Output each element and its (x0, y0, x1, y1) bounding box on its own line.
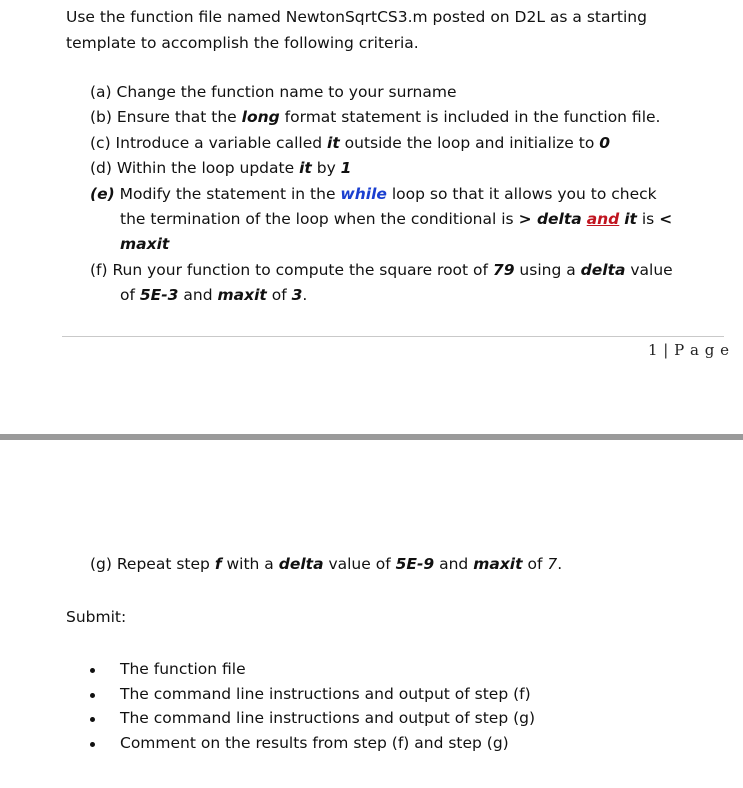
step-g-f: f (214, 555, 222, 573)
list-item-text: Comment on the results from step (f) and step (g) (120, 733, 509, 752)
step-g-and: and (434, 555, 474, 573)
item-f2-val: 3 (291, 286, 303, 305)
footer-divider (62, 336, 724, 337)
item-f (90, 258, 673, 283)
list-item-text: The command line instructions and output of step (g) (120, 709, 536, 728)
bullet-icon (90, 668, 95, 673)
step-g (90, 555, 562, 573)
step-g-delta: delta (278, 555, 324, 573)
list-item (88, 657, 535, 682)
item-d-em: it (299, 159, 312, 178)
item-c-val: 0 (599, 133, 611, 152)
step-g-num: 7 (547, 555, 558, 573)
item-b-em: long (241, 108, 280, 127)
submit-list (88, 657, 535, 755)
bullet-icon (90, 693, 95, 698)
page-number: 1 | P a g e (648, 341, 730, 359)
item-e (90, 182, 673, 207)
list-item (88, 706, 535, 731)
item-b-text: (b) Ensure that the (90, 108, 242, 127)
list-item (88, 682, 535, 707)
step-g-maxit: maxit (473, 555, 523, 573)
item-f2-maxit: maxit (217, 286, 267, 305)
item-a: (a) Change the function name to your surname (90, 83, 457, 101)
item-c (90, 131, 673, 156)
item-f2-of2: of (266, 286, 292, 305)
item-f-text: (f) Run your function to compute the square root of (90, 260, 493, 279)
item-f2-of: of (120, 286, 140, 305)
bullet-icon (90, 717, 95, 722)
item-e2-is: is (636, 210, 660, 229)
item-c-text: (c) Introduce a variable called (90, 133, 327, 152)
intro-line-2: template to accomplish the following criteria. (66, 34, 419, 52)
item-e-line3: maxit (120, 235, 170, 254)
item-e-label: (e) (90, 184, 115, 203)
step-g-mid: with a (221, 555, 279, 573)
page-break (0, 434, 743, 440)
item-d-val: 1 (340, 159, 352, 178)
item-e2-delta: > delta (518, 210, 582, 229)
intro-paragraph (66, 4, 647, 56)
item-e2-and: and (586, 210, 620, 229)
item-b-tail: format statement is included in the function file. (279, 108, 661, 127)
item-f-tail: value (625, 260, 673, 279)
item-e2-lt: < (659, 210, 673, 229)
intro-line-1: Use the function file named NewtonSqrtCS3.m posted on D2L as a starting (66, 8, 647, 26)
item-e-text: Modify the statement in the (114, 184, 341, 203)
step-g-val: 5E-9 (395, 555, 435, 573)
item-d-text: (d) Within the loop update (90, 159, 300, 178)
item-e-while: while (340, 184, 387, 203)
submit-heading: Submit: (66, 608, 127, 626)
item-f2-and: and (178, 286, 218, 305)
list-item-text: The function file (120, 660, 246, 678)
step-g-end: . (557, 555, 563, 573)
criteria-list (90, 80, 673, 309)
item-f2-delta: 5E-3 (139, 286, 179, 305)
item-f2-end: . (302, 286, 308, 305)
item-f-line2 (90, 283, 673, 308)
item-c-mid: outside the loop and initialize to (339, 133, 600, 152)
item-d (90, 156, 673, 181)
item-e2-text: the termination of the loop when the conditional is (120, 210, 519, 229)
step-g-text: (g) Repeat step (90, 555, 215, 573)
item-d-mid: by (311, 159, 341, 178)
step-g-mid2: value of (323, 555, 396, 573)
item-f-num: 79 (492, 260, 515, 279)
bullet-icon (90, 742, 95, 747)
item-e-tail: loop so that it allows you to check (386, 184, 657, 203)
item-b (90, 105, 673, 130)
item-c-em: it (327, 133, 340, 152)
list-item (88, 731, 535, 756)
item-e-line2 (90, 207, 673, 232)
item-f-delta: delta (580, 260, 626, 279)
step-g-of: of (522, 555, 548, 573)
list-item-text: The command line instructions and output of step (f) (120, 684, 531, 703)
item-e2-it: it (624, 210, 637, 229)
item-f-mid: using a (514, 260, 581, 279)
